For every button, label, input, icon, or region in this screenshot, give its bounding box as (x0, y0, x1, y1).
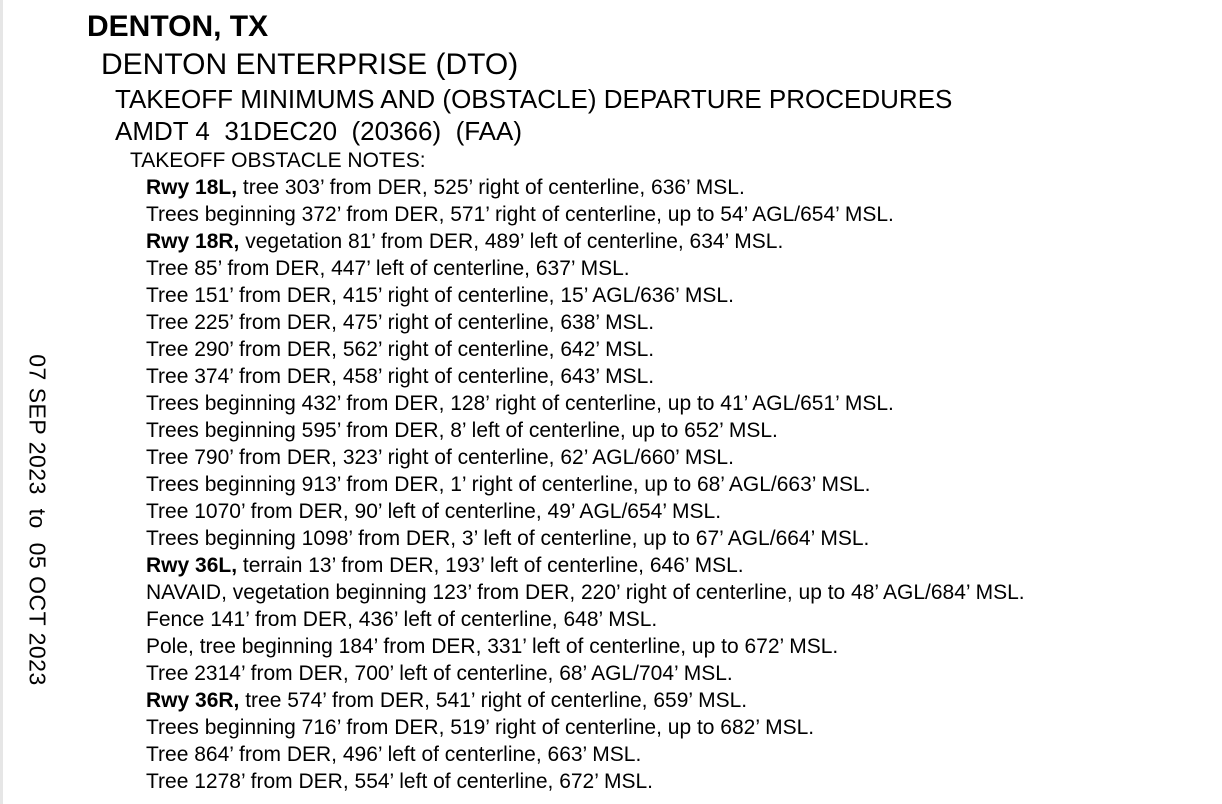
obstacle-text: Pole, tree beginning 184’ from DER, 331’ left of centerline, up to 672’ MSL. (146, 635, 839, 658)
obstacle-text: vegetation 81’ from DER, 489’ left of centerline, 634’ MSL. (239, 230, 784, 253)
page-edge-rule (0, 0, 3, 804)
obstacle-note-line (146, 282, 1025, 309)
obstacle-note-line (146, 309, 1025, 336)
obstacle-notes-list (146, 174, 1025, 795)
obstacle-text: Tree 1278’ from DER, 554’ left of centerline, 672’ MSL. (146, 770, 653, 793)
procedure-title: TAKEOFF MINIMUMS AND (OBSTACLE) DEPARTURE PROCEDURES (115, 84, 953, 114)
obstacle-note-line (146, 444, 1025, 471)
city-title: DENTON, TX (87, 10, 269, 43)
obstacle-text: Tree 290’ from DER, 562’ right of centerline, 642’ MSL. (146, 338, 655, 361)
runway-label: Rwy 18R, (146, 230, 240, 253)
obstacle-text: Trees beginning 716’ from DER, 519’ right of centerline, up to 682’ MSL. (146, 716, 815, 739)
runway-note-line (146, 552, 1025, 579)
obstacle-note-line (146, 525, 1025, 552)
runway-note-line (146, 228, 1025, 255)
obstacle-text: tree 574’ from DER, 541’ right of centerline, 659’ MSL. (239, 689, 748, 712)
obstacle-text: Trees beginning 595’ from DER, 8’ left of centerline, up to 652’ MSL. (146, 419, 778, 442)
obstacle-note-line (146, 201, 1025, 228)
effective-date-range: 07 SEP 2023 to 05 OCT 2023 (24, 354, 51, 686)
runway-label: Rwy 18L, (146, 176, 238, 199)
obstacle-text: Trees beginning 913’ from DER, 1’ right of centerline, up to 68’ AGL/663’ MSL. (146, 473, 871, 496)
runway-note-line (146, 687, 1025, 714)
runway-label: Rwy 36R, (146, 689, 240, 712)
obstacle-note-line (146, 471, 1025, 498)
obstacle-text: Tree 1070’ from DER, 90’ left of centerline, 49’ AGL/654’ MSL. (146, 500, 722, 523)
obstacle-text: Tree 864’ from DER, 496’ left of centerline, 663’ MSL. (146, 743, 642, 766)
obstacle-note-line (146, 714, 1025, 741)
obstacle-note-line (146, 390, 1025, 417)
obstacle-text: Tree 85’ from DER, 447’ left of centerline, 637’ MSL. (146, 257, 630, 280)
obstacle-text: Trees beginning 432’ from DER, 128’ right of centerline, up to 41’ AGL/651’ MSL. (146, 392, 894, 415)
obstacle-text: Tree 2314’ from DER, 700’ left of centerline, 68’ AGL/704’ MSL. (146, 662, 733, 685)
obstacle-text: Fence 141’ from DER, 436’ left of centerline, 648’ MSL. (146, 608, 658, 631)
notes-heading: TAKEOFF OBSTACLE NOTES: (130, 149, 426, 172)
obstacle-text: Tree 790’ from DER, 323’ right of centerline, 62’ AGL/660’ MSL. (146, 446, 734, 469)
obstacle-note-line (146, 336, 1025, 363)
obstacle-text: Trees beginning 372’ from DER, 571’ right of centerline, up to 54’ AGL/654’ MSL. (146, 203, 894, 226)
obstacle-note-line (146, 579, 1025, 606)
obstacle-text: Tree 374’ from DER, 458’ right of centerline, 643’ MSL. (146, 365, 655, 388)
obstacle-text: Tree 151’ from DER, 415’ right of centerline, 15’ AGL/636’ MSL. (146, 284, 734, 307)
obstacle-text: terrain 13’ from DER, 193’ left of centerline, 646’ MSL. (237, 554, 744, 577)
obstacle-note-line (146, 255, 1025, 282)
obstacle-text: NAVAID, vegetation beginning 123’ from DER, 220’ right of centerline, up to 48’ AGL/684’ MSL. (146, 581, 1025, 604)
obstacle-note-line (146, 498, 1025, 525)
obstacle-text: tree 303’ from DER, 525’ right of centerline, 636’ MSL. (237, 176, 745, 199)
runway-note-line (146, 174, 1025, 201)
obstacle-note-line (146, 606, 1025, 633)
obstacle-note-line (146, 363, 1025, 390)
obstacle-note-line (146, 633, 1025, 660)
obstacle-text: Trees beginning 1098’ from DER, 3’ left of centerline, up to 67’ AGL/664’ MSL. (146, 527, 870, 550)
obstacle-note-line (146, 768, 1025, 795)
airport-name: DENTON ENTERPRISE (DTO) (101, 48, 519, 81)
obstacle-note-line (146, 741, 1025, 768)
amendment-line: AMDT 4 31DEC20 (20366) (FAA) (115, 116, 523, 146)
runway-label: Rwy 36L, (146, 554, 238, 577)
obstacle-note-line (146, 417, 1025, 444)
obstacle-text: Tree 225’ from DER, 475’ right of centerline, 638’ MSL. (146, 311, 655, 334)
obstacle-note-line (146, 660, 1025, 687)
